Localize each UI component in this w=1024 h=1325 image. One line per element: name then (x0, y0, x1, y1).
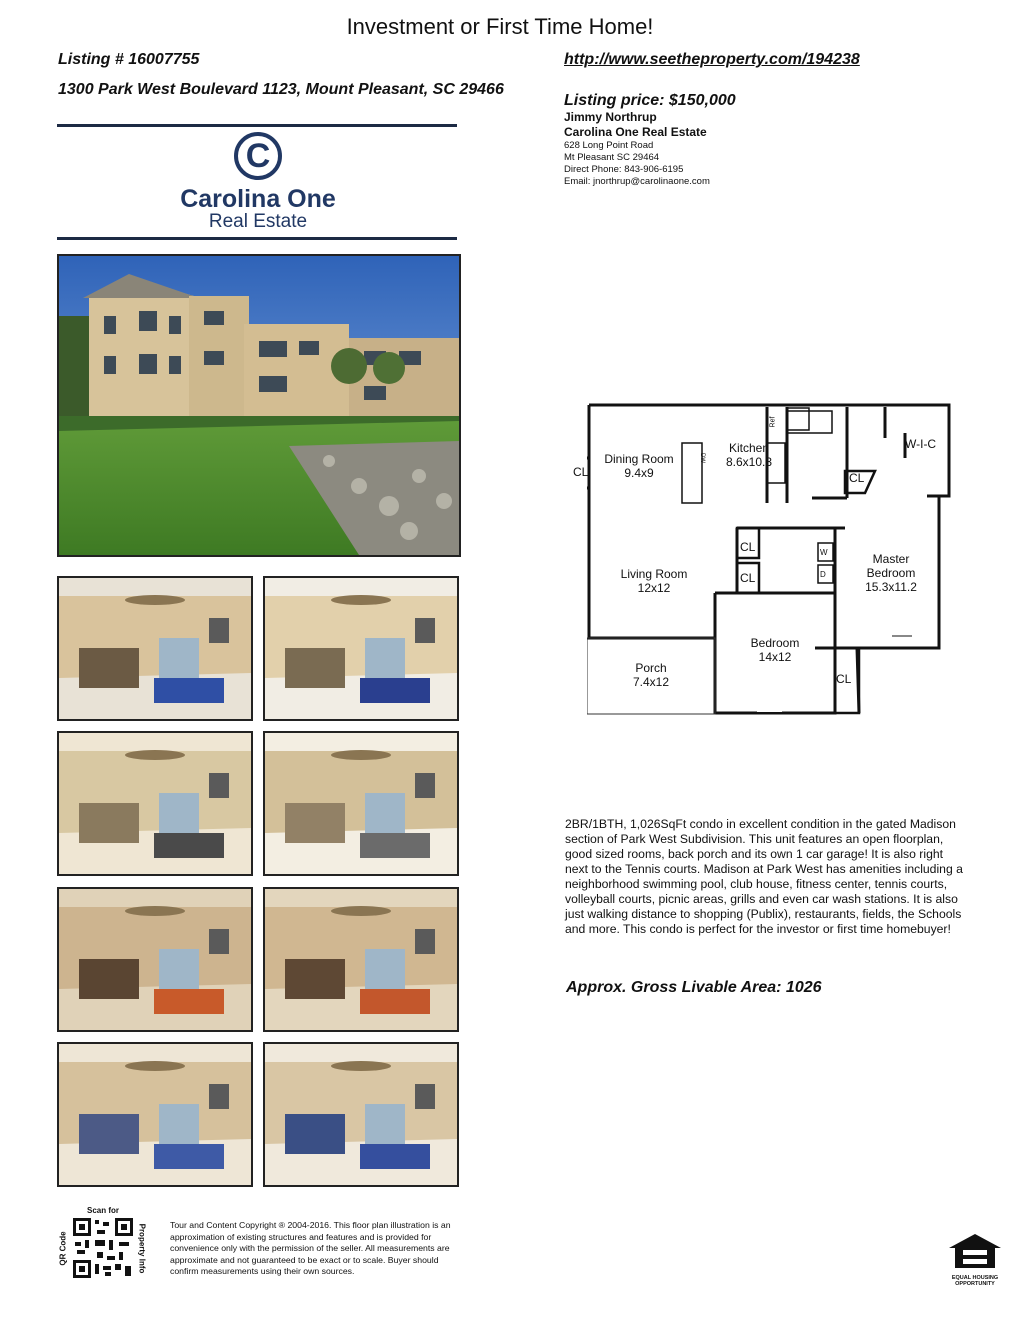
logo-top-rule (57, 124, 457, 127)
bedroom-photo-3 (59, 1044, 251, 1185)
fp-porch (615, 661, 687, 689)
fp-dining-size: 9.4x9 (624, 466, 654, 480)
agent-street: 628 Long Point Road (564, 140, 654, 151)
fp-kitchen-name: Kitchen (728, 441, 770, 455)
fp-closet-left: CL (573, 465, 589, 479)
fp-dining-room (597, 452, 681, 480)
qr-code-block[interactable] (58, 1206, 148, 1284)
condo-exterior-photo (59, 256, 459, 555)
logo-bottom-rule (57, 237, 457, 240)
qr-caption-left: QR Code (58, 1231, 68, 1266)
fp-closet-hall-2: CL (740, 571, 756, 585)
agent-contact (564, 140, 710, 188)
eho-line-2: OPPORTUNITY (955, 1281, 995, 1287)
kitchen-dining-photo-1 (59, 733, 251, 874)
agent-phone: Direct Phone: 843-906-6195 (564, 164, 684, 175)
fp-porch-size: 7.4x12 (632, 675, 670, 689)
eho-line-1: EQUAL HOUSING (951, 1275, 999, 1281)
fp-kitchen-size: 8.6x10.3 (725, 455, 773, 469)
fp-bedroom-name: Bedroom (750, 636, 800, 650)
fp-closet-bedroom: CL (836, 672, 852, 686)
thumbnail-photo[interactable] (263, 731, 459, 876)
fp-master-name2: Bedroom (866, 566, 916, 580)
bedroom-photo-4 (265, 1044, 457, 1185)
listing-number: Listing # 16007755 (58, 51, 200, 68)
fp-walk-in-closet: W-I-C (905, 437, 937, 451)
fp-living-room (607, 567, 701, 595)
agent-company: Carolina One Real Estate (564, 125, 707, 139)
thumbnail-photo[interactable] (57, 576, 253, 721)
fp-closet-hall-1: CL (740, 540, 756, 554)
fp-closet-bath: CL (849, 471, 865, 485)
agent-city: Mt Pleasant SC 29464 (564, 152, 660, 163)
fp-master-bedroom (852, 552, 930, 594)
logo-letter: C (245, 137, 271, 175)
fp-master-size: 15.3x11.2 (865, 580, 917, 594)
bedroom-photo-2 (265, 889, 457, 1030)
fp-refrigerator: Ref (769, 416, 777, 428)
fp-kitchen (709, 441, 789, 469)
thumbnail-photo[interactable] (57, 1042, 253, 1187)
property-address: 1300 Park West Boulevard 1123, Mount Pleasant, SC 29466 (58, 81, 504, 98)
thumbnail-photo[interactable] (57, 887, 253, 1032)
living-room-photo-1 (59, 578, 251, 719)
listing-price: Listing price: $150,000 (564, 92, 736, 109)
logo-circle-icon (234, 132, 282, 180)
fp-dishwasher: DW (699, 453, 705, 463)
thumbnail-photo[interactable] (57, 731, 253, 876)
property-link[interactable]: http://www.seetheproperty.com/194238 (564, 51, 860, 68)
fp-living-name: Living Room (620, 567, 688, 581)
fp-bedroom-size: 14x12 (758, 650, 792, 664)
qr-code-icon (73, 1218, 133, 1278)
bedroom-photo-1 (59, 889, 251, 1030)
logo-name: Carolina One (180, 185, 336, 213)
fp-dining-name: Dining Room (604, 452, 674, 466)
fp-porch-name: Porch (635, 661, 667, 675)
gross-livable-area: Approx. Gross Livable Area: 1026 (566, 979, 822, 996)
logo-subname: Real Estate (208, 211, 308, 232)
fp-washer: W (820, 548, 828, 557)
kitchen-photo-2 (265, 733, 457, 874)
main-photo[interactable] (57, 254, 461, 557)
living-room-photo-2 (265, 578, 457, 719)
thumbnail-photo[interactable] (263, 1042, 459, 1187)
qr-caption-right: Property Info (137, 1223, 147, 1274)
equal-housing-logo (945, 1232, 1005, 1292)
fp-master-name: Master (872, 552, 910, 566)
fp-bedroom (735, 636, 815, 664)
agent-name: Jimmy Northrup (564, 110, 657, 124)
fp-dryer: D (820, 570, 826, 579)
qr-caption-top: Scan for (86, 1206, 119, 1215)
thumbnail-photo[interactable] (263, 576, 459, 721)
agent-email[interactable]: Email: jnorthrup@carolinaone.com (564, 176, 710, 187)
property-description: 2BR/1BTH, 1,026SqFt condo in excellent condition in the gated Madison section of Park West Subdivision. This unit features an open floorplan, good sized rooms, back porch and its own 1 car garage! It is also right next to the Tennis courts. Madison at Park West has amenities including a neighborhood swimming pool, club house, fitness center, tennis courts, volleyball courts, picnic areas, grills and even car wash stations. It is also just walking distance to shopping (Publix), restaurants, fields, the Schools and more. This condo is perfect for the investor or first time homebuyer! (565, 817, 963, 936)
floor-plan[interactable] (573, 403, 952, 716)
thumbnail-photo[interactable] (263, 887, 459, 1032)
agent-block (564, 110, 707, 140)
page-headline: Investment or First Time Home! (346, 14, 654, 39)
fp-living-size: 12x12 (637, 581, 671, 595)
equal-housing-icon (947, 1232, 1003, 1270)
copyright-disclaimer: Tour and Content Copyright ® 2004-2016. This floor plan illustration is an approximation of existing structures and features and is provided for convenience only with the permission of the seller. All measurements are approximate and not guaranteed to be exact or to scale. Buyer should confirm measurements using their own sources. (170, 1220, 451, 1276)
